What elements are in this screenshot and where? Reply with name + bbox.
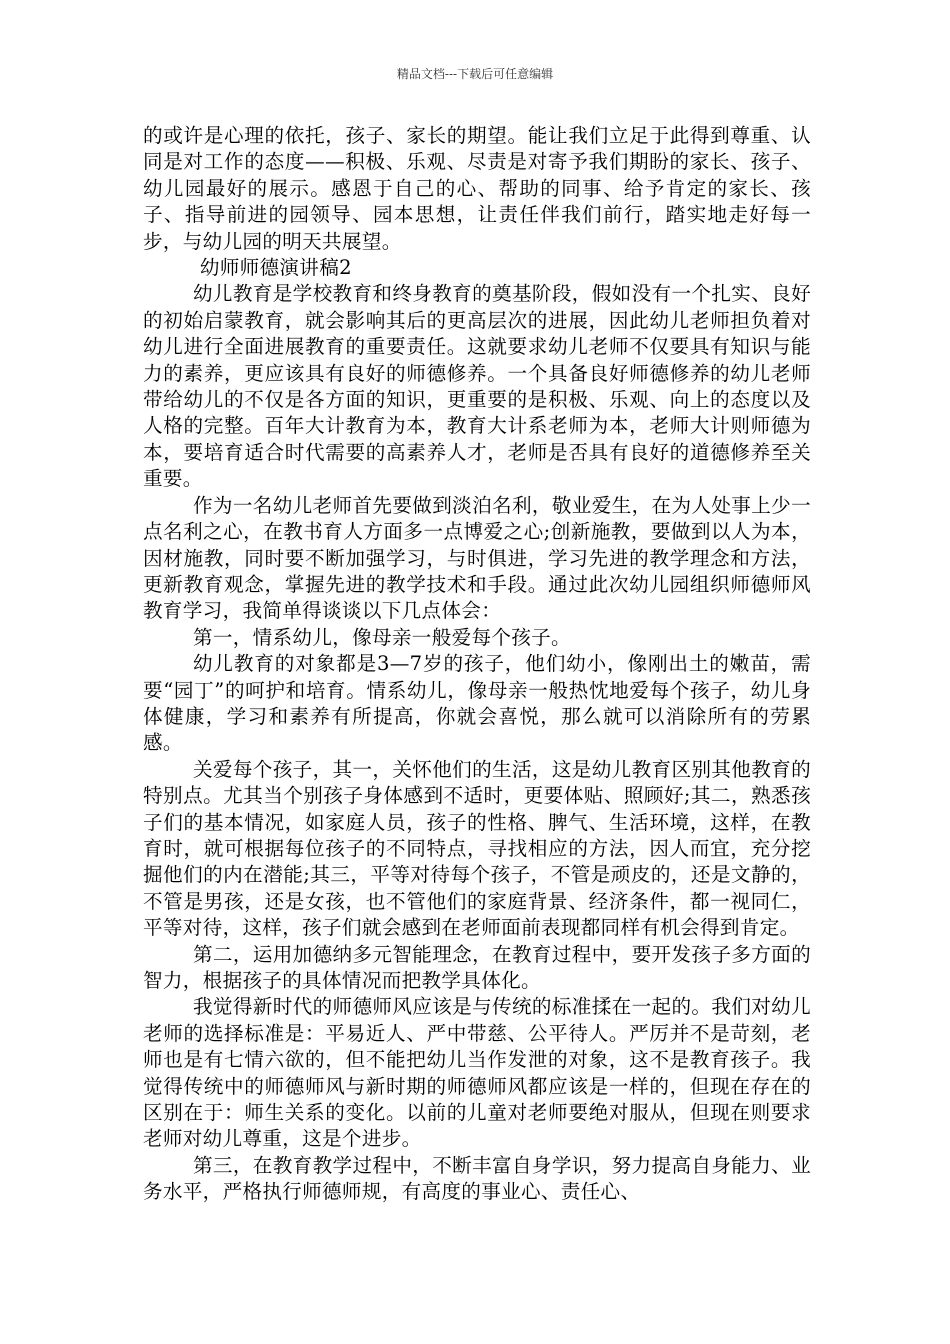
page-header: 精品文档---下载后可任意编辑 [396, 67, 554, 81]
point-heading-first: 第一，情系幼儿，像母亲一般爱每个孩子。 [192, 625, 571, 649]
point-heading-second: 第二，运用加德纳多元智能理念，在教育过程中，要开发孩子多方面的智力，根据孩子的具体情况而把教学具体化。 [143, 942, 811, 992]
document-body [143, 123, 811, 1206]
paragraph: 我觉得新时代的师德师风应该是与传统的标准揉在一起的。我们对幼儿老师的选择标准是：平易近人、严中带慈、公平待人。严厉并不是苛刻，老师也是有七情六欲的，但不能把幼儿当作发泄的对象，这不是教育孩子。我觉得传统中的师德师风与新时期的师德师风都应该是一样的，但现在存在的区别在于：师生关系的变化。以前的儿童对老师要绝对服从，但现在则要求老师对幼儿尊重，这是个进步。 [143, 995, 811, 1151]
point-heading-third: 第三，在教育教学过程中，不断丰富自身学识，努力提高自身能力、业务水平，严格执行师德师规，有高度的事业心、责任心、 [143, 1153, 811, 1204]
paragraph: 关爱每个孩子，其一，关怀他们的生活，这是幼儿教育区别其他教育的特别点。尤其当个别孩子身体感到不适时，更要体贴、照顾好;其二，熟悉孩子们的基本情况，如家庭人员，孩子的性格、脾气、生活环境，这样，在教育时，就可根据每位孩子的不同特点，寻找相应的方法，因人而宜，充分挖掘他们的内在潜能;其三，平等对待每个孩子，不管是顽皮的，还是文静的，不管是男孩，还是女孩，也不管他们的家庭背景、经济条件，都一视同仁，平等对待，这样，孩子们就会感到在老师面前表现都同样有机会得到肯定。 [143, 757, 811, 940]
section-title: 幼师师德演讲稿2 [199, 256, 352, 280]
paragraph: 幼儿教育的对象都是3—7岁的孩子，他们幼小，像刚出土的嫩苗，需要“园丁”的呵护和培育。情系幼儿，像母亲一般热忱地爱每个孩子，幼儿身体健康，学习和素养有所提高，你就会喜悦，那么就可以消除所有的劳累感。 [143, 652, 811, 755]
paragraph-continuation: 的或许是心理的依托，孩子、家长的期望。能让我们立足于此得到尊重、认同是对工作的态度——积极、乐观、尽责是对寄予我们期盼的家长、孩子、幼儿园最好的展示。感恩于自己的心、帮助的同事、给予肯定的家长、孩子、指导前进的园领导、园本思想，让责任伴我们前行，踏实地走好每一步，与幼儿园的明天共展望。 [143, 124, 811, 253]
paragraph: 幼儿教育是学校教育和终身教育的奠基阶段，假如没有一个扎实、良好的初始启蒙教育，就会影响其后的更高层次的进展，因此幼儿老师担负着对幼儿进行全面进展教育的重要责任。这就要求幼儿老师不仅要具有知识与能力的素养，更应该具有良好的师德修养。一个具备良好师德修养的幼儿老师带给幼儿的不仅是各方面的知识，更重要的是积极、乐观、向上的态度以及人格的完整。百年大计教育为本，教育大计系老师为本，老师大计则师德为本，要培育适合时代需要的高素养人才，老师是否具有良好的道德修养至关重要。 [143, 282, 811, 491]
paragraph: 作为一名幼儿老师首先要做到淡泊名利，敬业爱生，在为人处事上少一点名利之心，在教书育人方面多一点博爱之心;创新施教，要做到以人为本，因材施教，同时要不断加强学习，与时俱进，学习先进的教学理念和方法，更新教育观念，掌握先进的教学技术和手段。通过此次幼儿园组织师德师风教育学习，我简单得谈谈以下几点体会： [143, 493, 811, 623]
